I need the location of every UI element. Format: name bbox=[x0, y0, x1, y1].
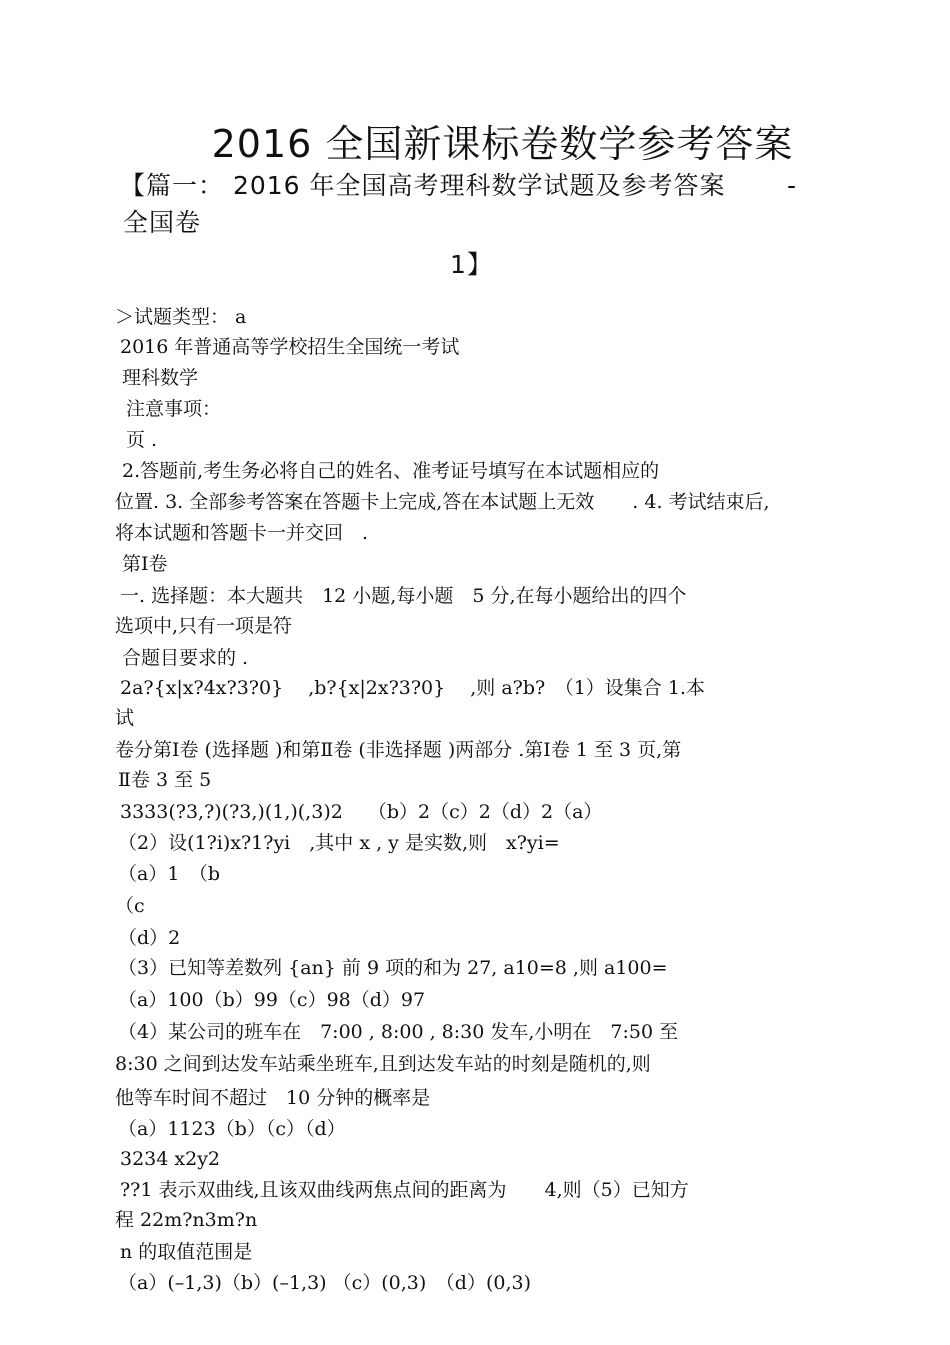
subtitle-dash: - bbox=[787, 171, 798, 200]
text-line: 选项中,只有一项是符 bbox=[115, 615, 293, 637]
text-line: 一. 选择题：本大题共 12 小题,每小题 5 分,在每小题给出的四个 bbox=[120, 585, 687, 607]
text-line: 位置. 3. 全部参考答案在答题卡上完成,答在本试题上无效 . 4. 考试结束后, bbox=[115, 491, 770, 513]
text-line: （2）设(1?i)x?1?yi ,其中 x , y 是实数,则 x?yi= bbox=[118, 832, 560, 854]
text-line: （a）1 （b bbox=[118, 863, 221, 885]
text-line: Ⅱ卷 3 至 5 bbox=[118, 769, 212, 791]
text-line: （a）1123（b）（c）（d） bbox=[118, 1118, 346, 1140]
text-line: （3）已知等差数列 {an} 前 9 项的和为 27, a10=8 ,则 a100= bbox=[118, 957, 668, 979]
text-line: 3234 x2y2 bbox=[120, 1148, 221, 1170]
text-line: （d）2 bbox=[118, 927, 181, 949]
text-line: n 的取值范围是 bbox=[120, 1241, 253, 1263]
subtitle-line-1: 【篇一： 2016 年全国高考理科数学试题及参考答案 bbox=[120, 171, 726, 200]
subtitle-line-3: 1】 bbox=[450, 250, 493, 279]
text-line: 页 . bbox=[126, 429, 158, 451]
text-line: 他等车时间不超过 10 分钟的概率是 bbox=[115, 1087, 431, 1109]
text-line: 合题目要求的 . bbox=[122, 647, 249, 669]
text-line: 2a?{x|x?4x?3?0} ,b?{x|2x?3?0} ,则 a?b? （1）设集合 1.本 bbox=[120, 677, 705, 699]
text-line: （a）100（b）99（c）98（d）97 bbox=[118, 989, 426, 1011]
text-line: 3333(?3,?)(?3,)(1,)(,3)2 （b）2（c）2（d）2（a） bbox=[120, 801, 603, 823]
subtitle-line-2: 全国卷 bbox=[123, 208, 202, 237]
text-line: 试 bbox=[115, 707, 135, 729]
text-line: 2016 年普通高等学校招生全国统一考试 bbox=[120, 336, 460, 358]
text-line: ＞试题类型： a bbox=[115, 306, 247, 328]
text-line: ??1 表示双曲线,且该双曲线两焦点间的距离为 4,则（5）已知方 bbox=[120, 1179, 689, 1201]
text-line: 第Ⅰ卷 bbox=[122, 553, 168, 575]
document-title: 2016 全国新课标卷数学参考答案 bbox=[211, 122, 794, 166]
text-line: 2.答题前,考生务必将自己的姓名、准考证号填写在本试题相应的 bbox=[122, 460, 660, 482]
text-line: 8:30 之间到达发车站乘坐班车,且到达发车站的时刻是随机的,则 bbox=[115, 1053, 651, 1075]
text-line: （c bbox=[115, 895, 145, 917]
text-line: 卷分第Ⅰ卷 (选择题 )和第Ⅱ卷 (非选择题 )两部分 .第Ⅰ卷 1 至 3 页,第 bbox=[115, 739, 682, 761]
text-line: （4）某公司的班车在 7:00 , 8:00 , 8:30 发车,小明在 7:50 至 bbox=[118, 1021, 679, 1043]
text-line: 程 22m?n3m?n bbox=[115, 1209, 258, 1231]
text-line: 注意事项： bbox=[126, 398, 222, 420]
text-line: （a）(–1,3)（b）(–1,3) （c）(0,3) （d）(0,3) bbox=[118, 1272, 532, 1294]
text-line: 理科数学 bbox=[122, 367, 199, 389]
text-line: 将本试题和答题卡一并交回 . bbox=[115, 522, 369, 544]
